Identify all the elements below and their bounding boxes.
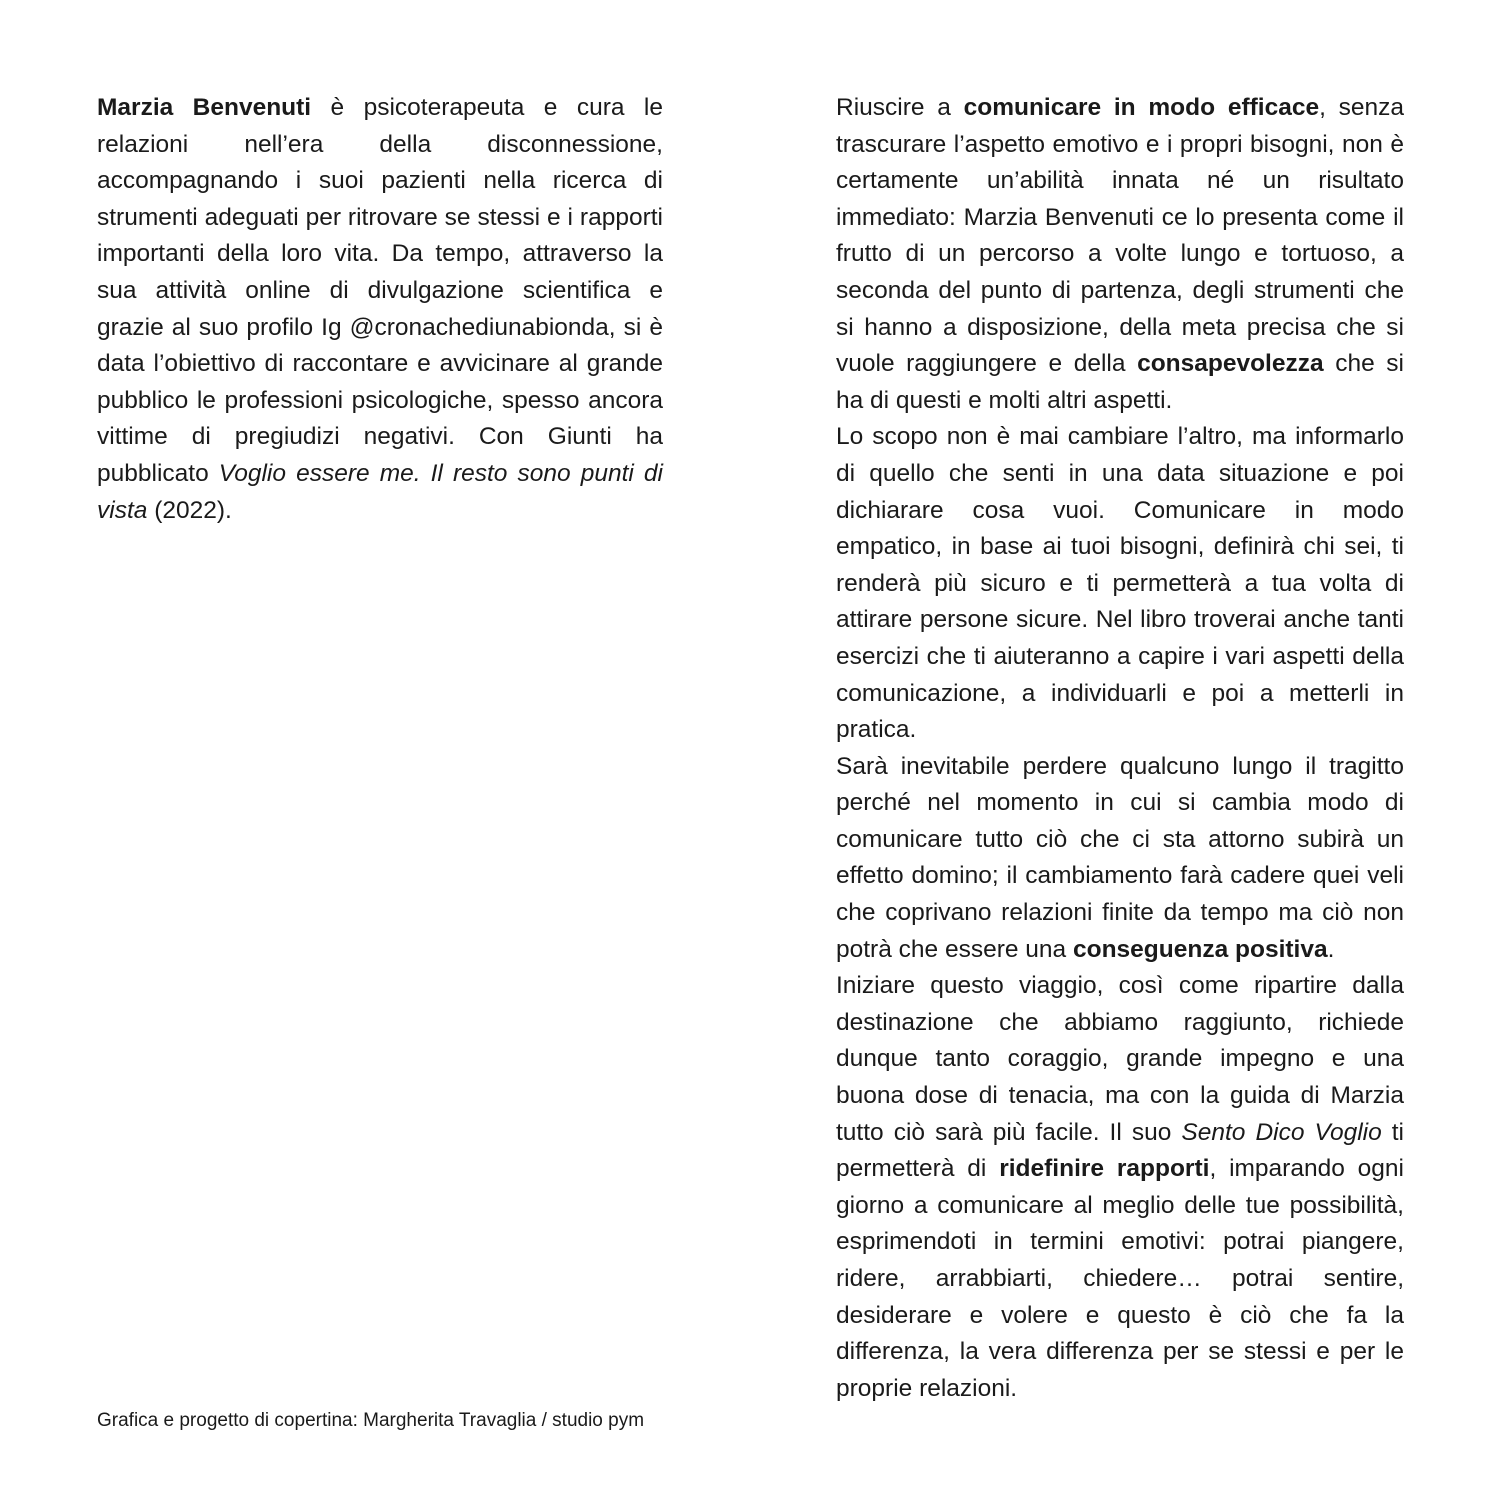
bio-year: (2022).	[147, 496, 232, 524]
previous-book-title: Voglio essere me. Il resto sono punti di vista	[97, 459, 663, 524]
blurb-paragraph-4	[836, 968, 1404, 1407]
book-title: Sento Dico Voglio	[1181, 1118, 1382, 1146]
blurb-paragraph-1	[836, 90, 1404, 419]
blurb-text: ti permetterà di	[836, 1118, 1404, 1183]
book-blurb	[836, 90, 1404, 1407]
cover-credits: Grafica e progetto di copertina: Margherita Travaglia / studio pym	[97, 1410, 645, 1431]
author-name: Marzia Benvenuti	[97, 94, 312, 121]
blurb-text: Iniziare questo viaggio, così come ripartire dalla destinazione che abbiamo raggiunto, richiede dunque tanto coraggio, grande impegno e una buona dose di tenacia, ma con la guida di Marzia tutto ciò sarà più facile. Il suo	[836, 972, 1404, 1146]
blurb-bold: ridefinire rapporti	[999, 1155, 1210, 1183]
bio-text: è psicoterapeuta e cura le relazioni nell’era della disconnessione, accompagnando i suoi pazienti nella ricerca di strumenti adeguati per ritrovare se stessi e i rapporti importanti della loro vita. Da tempo, attraverso la sua attività online di divulgazione scientifica e grazie al suo profilo Ig @cronachediunabionda, si è data l’obiettivo di raccontare e avvicinare al grande pubblico le professioni psicologiche, spesso ancora vittime di pregiudizi negativi. Con Giunti ha pubblicato	[97, 94, 663, 487]
blurb-paragraph-2: Lo scopo non è mai cambiare l’altro, ma informarlo di quello che senti in una data situazione e poi dichiarare cosa vuoi. Comunicare in modo empatico, in base ai tuoi bisogni, definirà chi sei, ti renderà più sicuro e ti permetterà a tua volta di attirare persone sicure. Nel libro troverai anche tanti esercizi che ti aiuteranno a capire i vari aspetti della comunicazione, a individuarli e poi a metterli in pratica.	[836, 423, 1404, 744]
blurb-bold: consapevolezza	[1137, 350, 1324, 378]
blurb-text: Sarà inevitabile perdere qualcuno lungo il tragitto perché nel momento in cui si cambia modo di comunicare tutto ciò che ci sta attorno subirà un effetto domino; il cambiamento farà cadere quei veli che coprivano relazioni finite da tempo ma ciò non potrà che essere una	[836, 752, 1404, 963]
blurb-text: , imparando ogni giorno a comunicare al meglio delle tue possibilità, esprimendoti in termini emotivi: potrai piangere, ridere, arrabbiarti, chiedere… potrai sentire, desiderare e volere e questo è ciò che fa la differenza, la vera differenza per se stessi e per le proprie relazioni.	[836, 1155, 1404, 1402]
bio-paragraph	[97, 90, 663, 529]
blurb-bold: conseguenza positiva	[1073, 935, 1328, 963]
blurb-bold: comunicare in modo efficace	[963, 94, 1320, 121]
blurb-paragraph-3	[836, 749, 1404, 969]
blurb-text: che si ha di questi e molti altri aspetti.	[836, 350, 1404, 414]
blurb-text: , senza trascurare l’aspetto emotivo e i propri bisogni, non è certamente un’abilità innata né un risultato immediato: Marzia Benvenuti ce lo presenta come il frutto di un percorso a volte lungo e tortuoso, a seconda del punto di partenza, degli strumenti che si hanno a disposizione, della meta precisa che si vuole raggiungere e della	[836, 94, 1405, 378]
author-bio	[97, 90, 663, 529]
blurb-text: Riuscire a	[836, 94, 964, 121]
blurb-text: .	[1327, 935, 1335, 963]
